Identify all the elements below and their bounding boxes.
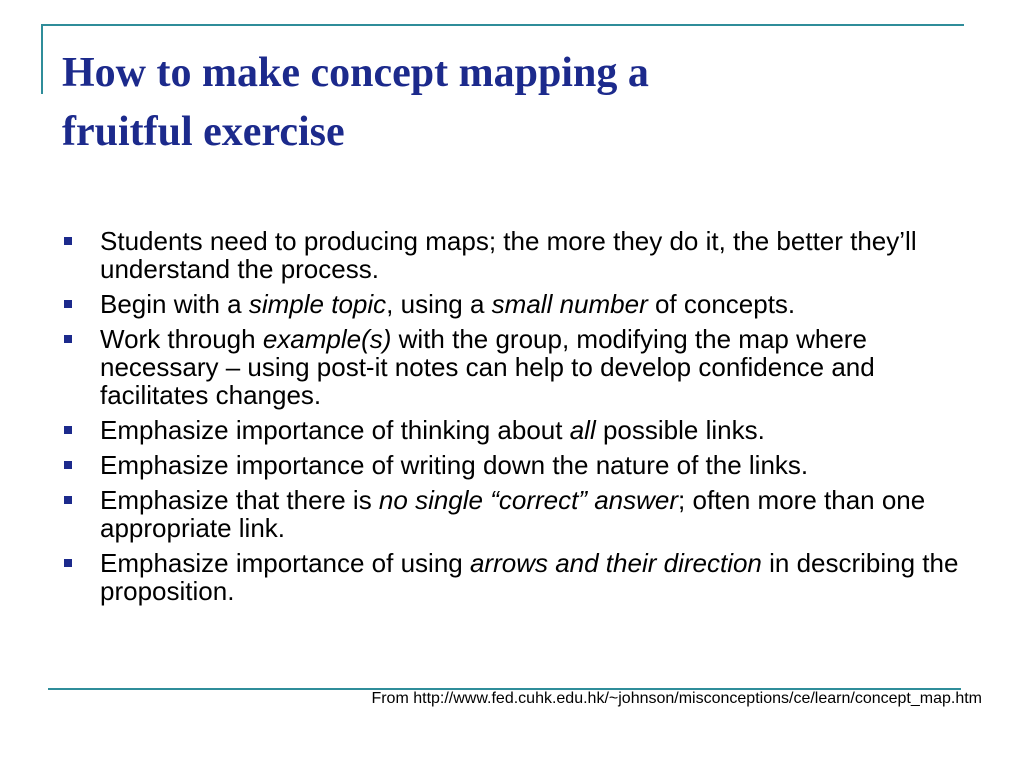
top-left-vertical-rule	[41, 24, 43, 94]
bullet-text: Emphasize importance of thinking about	[100, 415, 570, 445]
bullet-text: Emphasize that there is	[100, 485, 379, 515]
bullet-text: with the group, modifying the map where necessary – using post-it notes can help to develop confidence and facilitates changes.	[100, 324, 875, 410]
square-bullet-icon	[64, 300, 72, 308]
bullet-text: Students need to producing maps; the more they do it, the better they’ll understand the process.	[100, 226, 917, 284]
bullet-emphasis: simple topic	[248, 289, 387, 319]
slide-title-line-1: How to make concept mapping a	[62, 50, 649, 96]
square-bullet-icon	[64, 559, 72, 567]
square-bullet-icon	[64, 335, 72, 343]
source-citation: From http://www.fed.cuhk.edu.hk/~johnson/misconceptions/ce/learn/concept_map.htm	[371, 690, 982, 707]
bullet-text: Emphasize importance of using	[100, 548, 470, 578]
square-bullet-icon	[64, 461, 72, 469]
bullet-item-2	[62, 290, 967, 318]
slide-title-line-2: fruitful exercise	[62, 109, 345, 155]
bullet-emphasis: all	[569, 415, 596, 445]
bullet-text: in describing the proposition.	[100, 548, 959, 606]
bullet-list	[62, 227, 967, 612]
square-bullet-icon	[64, 496, 72, 504]
bullet-text: , using a	[386, 289, 492, 319]
bullet-emphasis: arrows and their direction	[469, 548, 762, 578]
bullet-text: Begin with a	[100, 289, 249, 319]
bullet-text: of concepts.	[647, 289, 796, 319]
bullet-text: possible links.	[595, 415, 765, 445]
bullet-item-5	[62, 451, 967, 479]
bullet-emphasis: no single “correct” answer	[378, 485, 679, 515]
top-horizontal-rule	[41, 24, 964, 26]
bullet-item-4	[62, 416, 967, 444]
square-bullet-icon	[64, 237, 72, 245]
slide-title	[62, 44, 942, 162]
bullet-item-1	[62, 227, 967, 283]
bullet-text: ; often more than one appropriate link.	[100, 485, 926, 543]
bullet-text: Emphasize importance of writing down the nature of the links.	[100, 450, 809, 480]
bullet-text: Work through	[100, 324, 263, 354]
square-bullet-icon	[64, 426, 72, 434]
bullet-item-7	[62, 549, 967, 605]
bullet-emphasis: small number	[491, 289, 648, 319]
bullet-emphasis: example(s)	[262, 324, 392, 354]
bullet-item-6	[62, 486, 967, 542]
bullet-item-3	[62, 325, 967, 409]
